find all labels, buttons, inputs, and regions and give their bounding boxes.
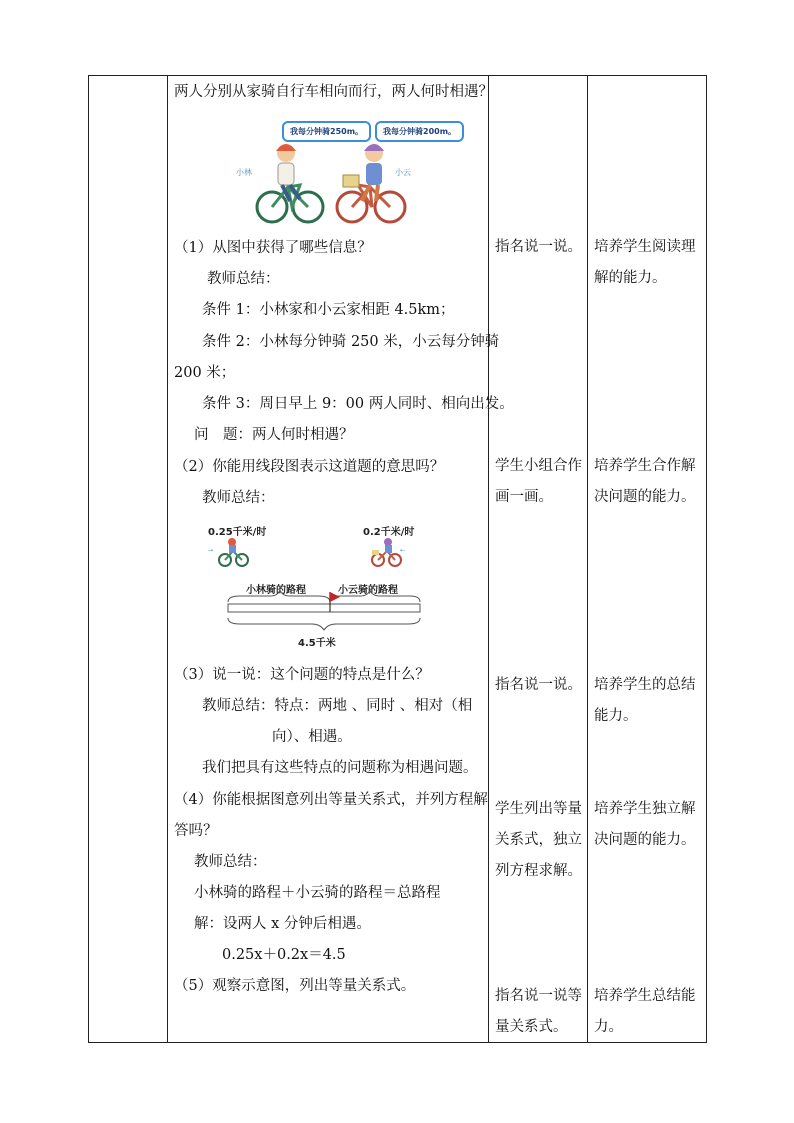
problem-question: 两人分别从家骑自行车相向而行，两人何时相遇？ [174,84,493,100]
cyclists-drawing [230,115,460,225]
route-label-left: 小林骑的路程 [246,585,306,596]
table-left-border [88,75,89,1043]
section1-title: （1）从图中获得了哪些信息？ [174,240,372,256]
section1-student-activity: 指名说一说。 [495,239,582,255]
segment-drawing [200,518,430,648]
table-right-border [706,75,707,1043]
section3-conclusion: 我们把具有这些特点的问题称为相遇问题。 [202,760,478,776]
section1-condition-1: 条件 1：小林家和小云家相距 4.5km； [202,302,455,318]
section3-student-activity: 指名说一说。 [495,677,582,693]
speech-bubble-right: 我每分钟骑200m。 [375,121,464,142]
section4-solution: 解：设两人 x 分钟后相遇。 [194,916,371,932]
svg-text:→: → [208,547,214,554]
speech-bubble-left: 我每分钟骑250m。 [282,121,371,142]
girl-cyclist-icon [337,144,405,222]
section4-summary: 教师总结： [194,854,267,870]
route-label-right: 小云骑的路程 [338,585,398,596]
name-label-left: 小林 [236,168,252,177]
section1-condition-2b: 200 米； [174,365,236,381]
svg-text:←: ← [400,547,406,554]
section2-summary: 教师总结： [202,490,275,506]
total-distance-label: 4.5千米 [298,638,336,649]
line-segment-diagram [200,518,430,648]
small-bike-right-icon [372,538,405,566]
table-top-border [88,75,707,76]
meeting-flag-icon [330,592,340,602]
section4-title-a: （4）你能根据图意列出等量关系式，并列方程解 [174,792,488,808]
section2-title: （2）你能用线段图表示这道题的意思吗？ [174,459,445,475]
section1-teaching-goal: 培养学生阅读理解的能力。 [594,239,696,286]
speed-label-left: 0.25千米/时 [208,527,267,538]
section2-student-activity: 学生小组合作画一画。 [495,458,582,505]
bike-illustration [230,115,460,225]
section3-summary-a: 教师总结：特点：两地 、同时 、相对（相 [202,698,473,714]
table-divider-3 [587,75,588,1043]
section1-condition-2a: 条件 2：小林每分钟骑 250 米，小云每分钟骑 [202,334,500,350]
section4-student-activity: 学生列出等量关系式，独立列方程求解。 [495,801,582,879]
section4-title-b: 答吗？ [174,823,218,839]
section4-teaching-goal: 培养学生独立解决问题的能力。 [594,801,696,848]
small-bike-left-icon [208,538,248,566]
section1-summary: 教师总结： [207,271,280,287]
section1-question: 问 题：两人何时相遇？ [194,427,354,443]
section3-summary-b: 向）、相遇。 [272,729,352,745]
section2-teaching-goal: 培养学生合作解决问题的能力。 [594,458,696,505]
section5-teaching-goal: 培养学生总结能力。 [594,988,696,1035]
table-divider-2 [488,75,489,1043]
section5-title: （5）观察示意图，列出等量关系式。 [174,978,416,994]
section3-title: （3）说一说：这个问题的特点是什么？ [174,667,430,683]
name-label-right: 小云 [395,168,411,177]
boy-cyclist-icon [257,144,323,222]
section1-condition-3: 条件 3：周日早上 9：00 两人同时、相向出发。 [202,396,514,412]
speed-label-right: 0.2千米/时 [363,527,415,538]
section4-relation: 小林骑的路程＋小云骑的路程＝总路程 [194,885,441,901]
section4-equation: 0.25x＋0.2x＝4.5 [222,947,346,963]
table-divider-1 [167,75,168,1043]
section3-teaching-goal: 培养学生的总结能力。 [594,677,696,724]
section5-student-activity: 指名说一说等量关系式。 [495,988,582,1035]
